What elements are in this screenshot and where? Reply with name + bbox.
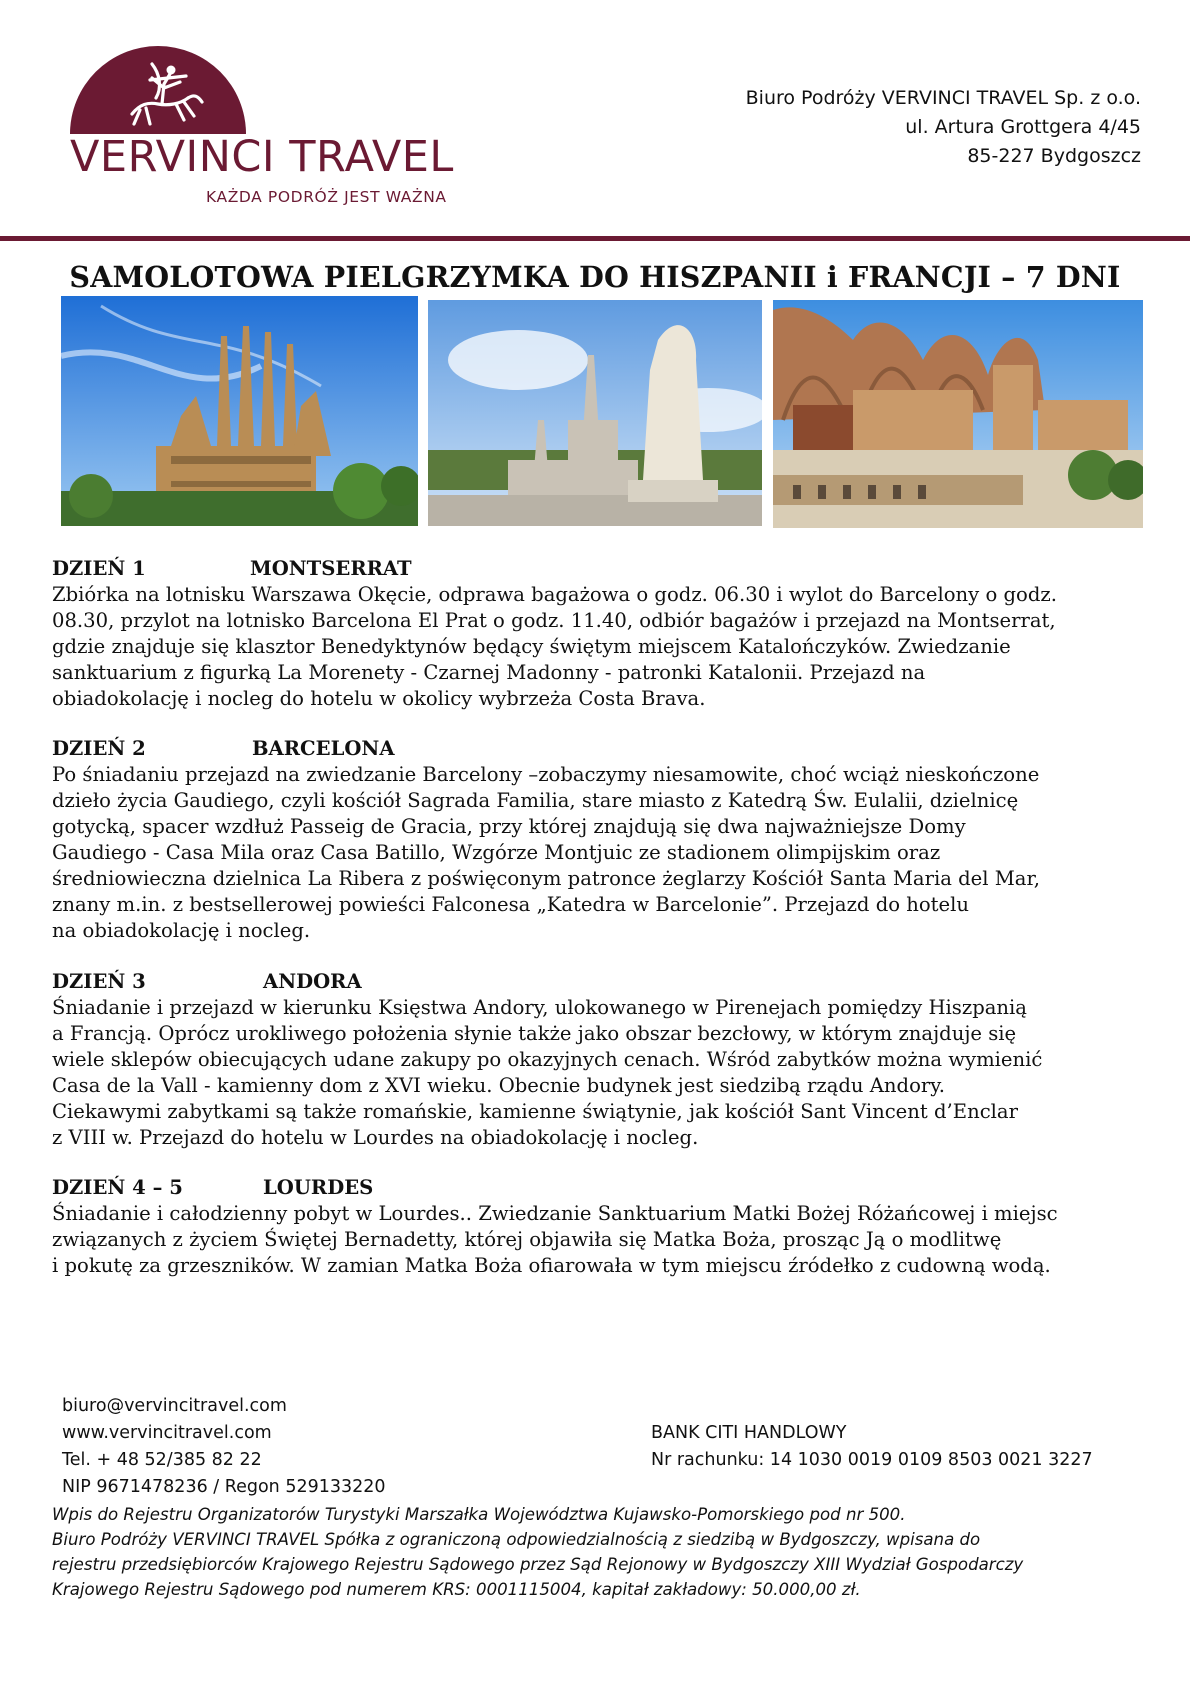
bank-name: BANK CITI HANDLOWY xyxy=(651,1423,847,1443)
logo-tagline: KAŻDA PODRÓŻ JEST WAŻNA xyxy=(206,188,447,206)
day-label: DZIEŃ 2 xyxy=(52,737,146,760)
day-description: Śniadanie i całodzienny pobyt w Lourdes.. Zwiedzanie Sanktuarium Matki Bożej Różańcowej i miejsc związanych z życiem Świętej Bernadetty, której objawiła się Matka Boża, prosząc Ją o modlitwę i pokutę za grzeszników. W zamian Matka Boża ofiarowała w tym miejscu źródełko z cudowną wodą. xyxy=(52,1202,1058,1277)
day-heading xyxy=(52,969,1152,995)
day-place: ANDORA xyxy=(263,970,362,993)
day-place: BARCELONA xyxy=(252,737,395,760)
email-address: biuro@vervincitravel.com xyxy=(62,1396,287,1416)
day-heading xyxy=(52,736,1152,762)
address-line: Biuro Podróży VERVINCI TRAVEL Sp. z o.o. xyxy=(745,87,1141,109)
legal-line: Krajowego Rejestru Sądowego pod numerem KRS: 0001115004, kapitał zakładowy: 50.000,00 zł. xyxy=(52,1580,861,1599)
bank-info xyxy=(651,1420,1093,1474)
day-description: Po śniadaniu przejazd na zwiedzanie Barcelony –zobaczymy niesamowite, choć wciąż nieskończone dzieło życia Gaudiego, czyli kościół Sagrada Familia, stare miasto z Katedrą Św. Eulalii, dzielnicę gotycką, spacer wzdłuż Passeig de Gracia, przy której znajdują się dwa najważniejsze Domy Gaudiego - Casa Mila oraz Casa Batillo, Wzgórze Montjuic ze stadionem olimpijskim oraz średniowieczna dzielnica La Ribera z poświęconym patronce żeglarzy Kościół Santa Maria del Mar, znany m.in. z bestsellerowej powieści Falconesa „Katedra w Barcelonie”. Przejazd do hotelu na obiadokolację i nocleg. xyxy=(52,763,1040,942)
header-divider xyxy=(0,236,1190,241)
address-line: 85-227 Bydgoszcz xyxy=(967,145,1141,167)
day-place: LOURDES xyxy=(263,1176,374,1199)
day-place: MONTSERRAT xyxy=(250,557,412,580)
day-description: Zbiórka na lotnisku Warszawa Okęcie, odprawa bagażowa o godz. 06.30 i wylot do Barcelony o godz. 08.30, przylot na lotnisko Barcelona El Prat o godz. 11.40, odbiór bagażów i przejazd na Montserrat, gdzie znajduje się klasztor Benedyktynów będący świętym miejscem Katalończyków. Zwiedzanie sanktuarium z figurką La Morenety - Czarnej Madonny - patronki Katalonii. Przejazd na obiadokolację i nocleg do hotelu w okolicy wybrzeża Costa Brava. xyxy=(52,583,1057,710)
logo-wordmark: VERVINCI TRAVEL xyxy=(70,132,454,182)
address-line: ul. Artura Grottgera 4/45 xyxy=(905,116,1141,138)
website: www.vervincitravel.com xyxy=(62,1423,272,1443)
day-4-5-section xyxy=(52,1175,1152,1279)
day-heading xyxy=(52,556,1152,582)
day-heading xyxy=(52,1175,1152,1201)
legal-line: rejestru przedsiębiorców Krajowego Rejestru Sądowego przez Sąd Rejonowy w Bydgoszczy XIII Wydział Gospodarczy xyxy=(52,1555,1024,1574)
nip-regon: NIP 9671478236 / Regon 529133220 xyxy=(62,1477,386,1497)
day-description: Śniadanie i przejazd w kierunku Księstwa Andory, ulokowanego w Pirenejach pomiędzy Hiszpanią a Francją. Oprócz urokliwego położenia słynie także jako obszar bezcłowy, w którym znajduje się wiele sklepów obiecujących udane zakupy po okazyjnych cenach. Wśród zabytków można wymienić Casa de la Vall - kamienny dom z XVI wieku. Obecnie budynek jest siedzibą rządu Andory. Ciekawymi zabytkami są także romańskie, kamienne świątynie, jak kościół Sant Vincent d’Enclar z VIII w. Przejazd do hotelu w Lourdes na obiadokolację i nocleg. xyxy=(52,996,1043,1149)
legal-notice xyxy=(52,1502,1023,1602)
day-label: DZIEŃ 4 – 5 xyxy=(52,1176,183,1199)
photo-montserrat-monastery xyxy=(773,300,1143,528)
day-1-section xyxy=(52,556,1152,712)
day-label: DZIEŃ 1 xyxy=(52,557,146,580)
phone: Tel. + 48 52/385 82 22 xyxy=(62,1450,262,1470)
photo-sagrada-familia xyxy=(61,296,418,526)
page-title: SAMOLOTOWA PIELGRZYMKA DO HISZPANII i FRANCJI – 7 DNI xyxy=(69,260,1121,294)
centaur-archer-icon xyxy=(70,44,246,134)
legal-line: Biuro Podróży VERVINCI TRAVEL Spółka z ograniczoną odpowiedzialnością z siedzibą w Bydgoszczy, wpisana do xyxy=(52,1530,981,1549)
company-address xyxy=(746,84,1141,171)
day-label: DZIEŃ 3 xyxy=(52,970,146,993)
contact-info xyxy=(62,1393,386,1501)
day-2-section xyxy=(52,736,1152,944)
photo-lourdes-statue xyxy=(428,300,762,526)
company-logo xyxy=(60,36,480,216)
bank-account: Nr rachunku: 14 1030 0019 0109 8503 0021 3227 xyxy=(651,1450,1093,1470)
day-3-section xyxy=(52,969,1152,1151)
legal-line: Wpis do Rejestru Organizatorów Turystyki Marszałka Województwa Kujawsko-Pomorskiego pod nr 500. xyxy=(52,1505,906,1524)
